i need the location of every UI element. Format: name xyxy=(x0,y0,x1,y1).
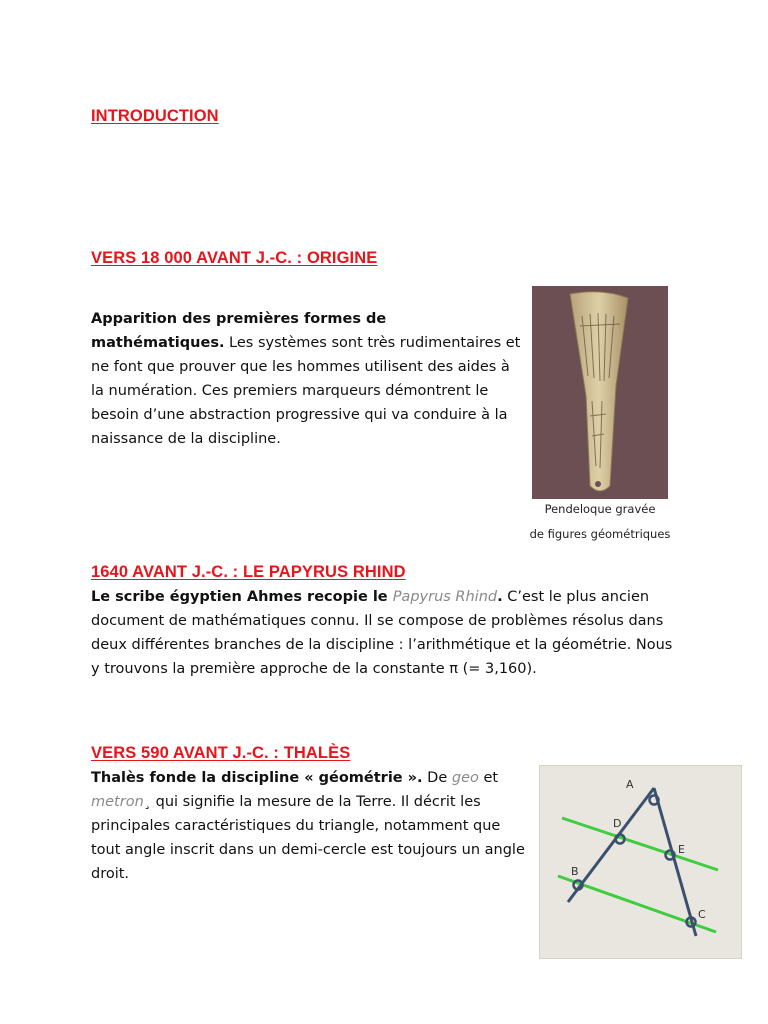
engraved-pendant-picture xyxy=(532,286,668,499)
origin-text: Les systèmes sont très rudimentaires et ne font que prouver que les hommes utilisent des aides à la numération. Ces premiers marqueurs démontrent le besoin d’une abstraction progressive qui va conduire à la naissance de la discipline. xyxy=(91,335,521,447)
pendant-image xyxy=(532,286,668,499)
thales-diagram xyxy=(539,765,742,959)
label-e: E xyxy=(678,843,685,856)
papyrus-text: C’est le plus ancien document de mathématiques connu. Il se compose de problèmes résolus dans deux différentes branches de la discipline : l’arithmétique et la géométrie. Nous y trouvons la première approche de la constante π (= 3,160). xyxy=(91,589,673,677)
green-parallel-line-top xyxy=(562,818,718,870)
papyrus-heading: 1640 AVANT J.-C. : LE PAPYRUS RHIND xyxy=(91,563,406,581)
label-d: D xyxy=(613,817,622,830)
thales-heading: VERS 590 AVANT J.-C. : THALÈS xyxy=(91,744,351,762)
pendant-caption-line2: de figures géométriques xyxy=(529,527,671,541)
thales-triangle-diagram xyxy=(540,766,741,958)
thales-lead: Thalès fonde la discipline « géométrie ». xyxy=(91,770,423,786)
papyrus-lead-end: . xyxy=(497,589,503,605)
label-c: C xyxy=(698,908,706,921)
intro-heading: INTRODUCTION xyxy=(91,107,219,125)
origin-lead: Apparition des premières formes de mathématiques. xyxy=(91,311,387,351)
origin-heading: VERS 18 000 AVANT J.-C. : ORIGINE xyxy=(91,249,378,267)
thales-text-3: ¸ qui signifie la mesure de la Terre. Il décrit les principales caractéristiques du triangle, notamment que tout angle inscrit dans un demi-cercle est toujours un angle droit. xyxy=(91,794,525,882)
thales-italic-geo: geo xyxy=(451,770,479,786)
thales-paragraph xyxy=(91,766,531,886)
origin-paragraph xyxy=(91,307,521,451)
papyrus-lead: Le scribe égyptien Ahmes recopie le xyxy=(91,589,393,605)
label-a: A xyxy=(626,778,634,791)
papyrus-italic: Papyrus Rhind xyxy=(392,589,498,605)
pendant-caption-line1: Pendeloque gravée xyxy=(544,502,656,516)
thales-text-2: et xyxy=(478,770,499,786)
papyrus-paragraph xyxy=(91,585,681,681)
label-b: B xyxy=(571,865,579,878)
thales-italic-metron: metron xyxy=(91,794,144,810)
thales-text-1: De xyxy=(422,770,452,786)
